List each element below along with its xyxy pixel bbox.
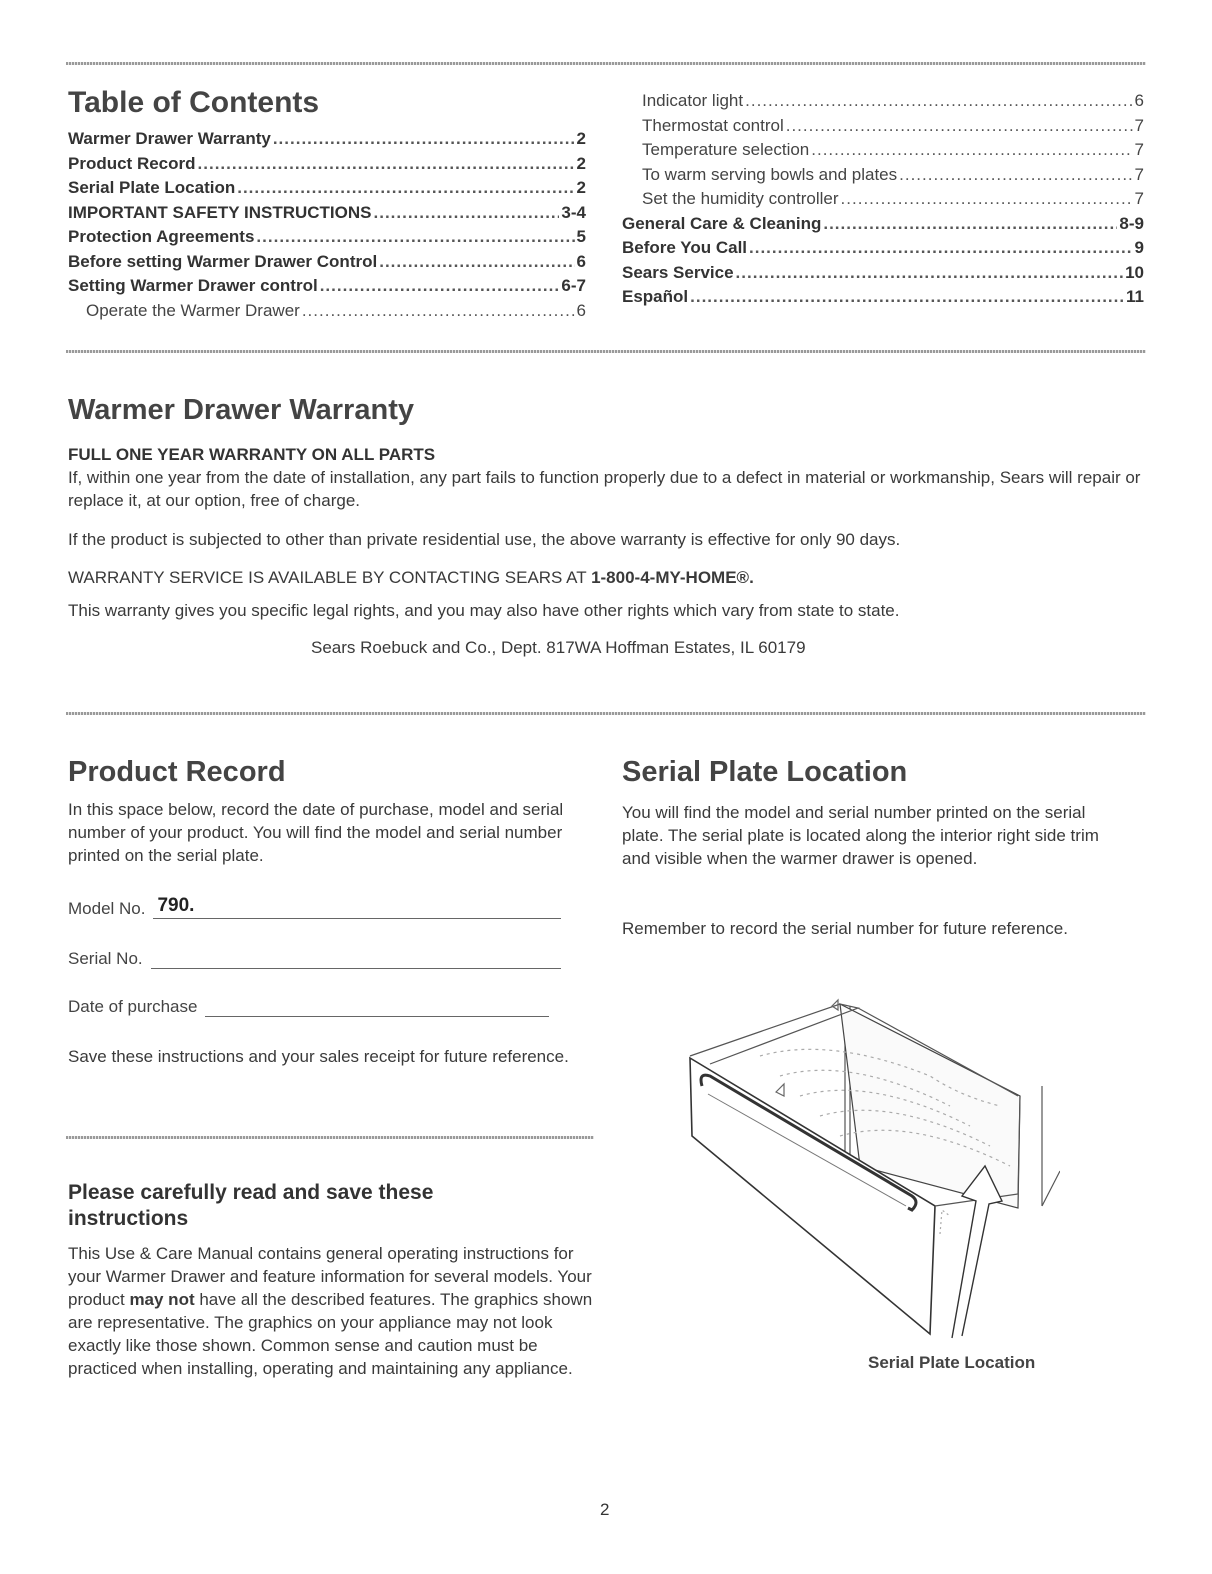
toc-entry-page: 2 (576, 129, 586, 148)
save-receipt-note: Save these instructions and your sales receipt for future reference. (68, 1047, 569, 1066)
toc-entry (622, 212, 1144, 237)
warranty-paragraph-4: This warranty gives you specific legal rights, and you may also have other rights which vary from state to state. (68, 601, 900, 620)
toc-leader-dots (237, 176, 574, 201)
toc-left-column (68, 127, 586, 323)
toc-entry (622, 163, 1144, 188)
toc-entry-page: 7 (1134, 140, 1144, 159)
warranty-paragraph-2: If the product is subjected to other than private residential use, the above warranty is effective for only 90 days. (68, 530, 901, 549)
toc-leader-dots (273, 127, 575, 152)
toc-leader-dots (749, 236, 1133, 261)
warranty-service-text: WARRANTY SERVICE IS AVAILABLE BY CONTACTING SEARS AT (68, 568, 592, 587)
product-record-rule (66, 1136, 594, 1139)
toc-entry-page: 10 (1125, 262, 1144, 282)
warranty-phone: 1-800-4-MY-HOME®. (591, 568, 754, 587)
page-number: 2 (600, 1500, 610, 1519)
toc-entry-page: 5 (576, 227, 586, 246)
toc-entry-page: 7 (1134, 164, 1144, 184)
toc-entry-label: Indicator light (642, 91, 744, 110)
toc-leader-dots (786, 114, 1133, 139)
toc-leader-dots (736, 261, 1124, 286)
warranty-title: Warmer Drawer Warranty (68, 394, 414, 426)
toc-leader-dots (899, 163, 1132, 188)
toc-entry-page: 6 (576, 300, 586, 320)
read-save-text-end: have all the described features. The graphics shown are representative. The graphics on your appliance may not look exactly like those shown. Common sense and caution must be practiced when installing, operating and maintaining any appliance. (68, 1290, 593, 1378)
toc-entry-label: Temperature selection (642, 140, 810, 159)
toc-entry (68, 201, 586, 226)
toc-entry-label: Before setting Warmer Drawer Control (68, 251, 378, 271)
toc-entry-label: Warmer Drawer Warranty (68, 129, 271, 148)
top-rule (66, 62, 1146, 65)
warranty-bottom-rule (66, 712, 1146, 715)
serial-plate-paragraph-2: Remember to record the serial number for future reference. (622, 919, 1068, 938)
model-number-field (68, 895, 561, 919)
toc-leader-dots (379, 250, 574, 275)
serial-number-line (151, 948, 561, 969)
toc-entry-label: Setting Warmer Drawer control (68, 276, 318, 295)
toc-entry (68, 299, 586, 324)
toc-bottom-rule (66, 350, 1146, 353)
toc-entry (68, 250, 586, 275)
serial-plate-title: Serial Plate Location (622, 756, 908, 788)
toc-leader-dots (823, 212, 1117, 237)
read-save-emphasis: may not (129, 1290, 195, 1309)
toc-entry-label: Español (622, 287, 689, 306)
warranty-subtitle: FULL ONE YEAR WARRANTY ON ALL PARTS (68, 445, 436, 464)
serial-number-field (68, 948, 561, 969)
warranty-paragraph-3 (68, 566, 1153, 589)
model-number-value: 790. (157, 895, 195, 916)
toc-entry (68, 176, 586, 201)
toc-entry-label: General Care & Cleaning (622, 213, 822, 233)
toc-leader-dots (841, 187, 1133, 212)
toc-entry-page: 6-7 (561, 276, 586, 295)
toc-entry-page: 2 (576, 178, 586, 197)
toc-entry-page: 11 (1126, 287, 1144, 306)
toc-entry (68, 225, 586, 250)
toc-leader-dots (256, 225, 574, 250)
toc-entry-page: 6 (576, 251, 586, 271)
toc-entry (68, 127, 586, 152)
read-save-text-start: This Use & Care Manual contains general operating instructions for your Warmer Drawer and feature information for several models. Your product (68, 1244, 592, 1309)
toc-entry (68, 274, 586, 299)
serial-plate-paragraph-1: You will find the model and serial number printed on the serial plate. The serial plate is located along the interior right side trim and visible when the warmer drawer is opened. (622, 803, 1099, 868)
toc-entry-label: Serial Plate Location (68, 178, 236, 197)
date-of-purchase-label: Date of purchase (68, 997, 198, 1016)
toc-entry (622, 89, 1144, 114)
read-save-paragraph (68, 1242, 598, 1380)
toc-entry-page: 7 (1134, 189, 1144, 208)
toc-entry-page: 9 (1134, 238, 1144, 257)
toc-entry (622, 114, 1144, 139)
toc-entry (622, 236, 1144, 261)
toc-right-column (622, 89, 1144, 310)
toc-entry-label: Operate the Warmer Drawer (86, 300, 300, 320)
toc-leader-dots (302, 299, 575, 324)
toc-leader-dots (811, 138, 1132, 163)
toc-leader-dots (198, 152, 575, 177)
serial-number-label: Serial No. (68, 949, 143, 968)
warranty-paragraph-1: If, within one year from the date of installation, any part fails to function properly due to a defect in material or workmanship, Sears will repair or replace it, at our option, free of charge. (68, 468, 1141, 510)
toc-entry (622, 261, 1144, 286)
toc-entry-label: IMPORTANT SAFETY INSTRUCTIONS (68, 202, 372, 222)
toc-entry-label: Before You Call (622, 238, 748, 257)
toc-entry-label: Sears Service (622, 262, 734, 282)
toc-leader-dots (374, 201, 560, 226)
toc-entry-label: Protection Agreements (68, 227, 255, 246)
toc-leader-dots (690, 285, 1124, 310)
product-record-title: Product Record (68, 756, 286, 788)
warmer-drawer-illustration (680, 996, 1060, 1346)
toc-entry-label: Set the humidity controller (642, 189, 839, 208)
date-of-purchase-line (205, 996, 549, 1017)
toc-entry (622, 138, 1144, 163)
toc-entry-page: 7 (1134, 115, 1144, 135)
toc-entry-page: 2 (576, 153, 586, 173)
read-save-title: Please carefully read and save these instructions (68, 1181, 434, 1230)
product-record-intro: In this space below, record the date of purchase, model and serial number of your product. You will find the model and serial number printed on the serial plate. (68, 800, 564, 865)
toc-title: Table of Contents (68, 86, 320, 119)
toc-entry (622, 187, 1144, 212)
toc-entry (622, 285, 1144, 310)
toc-entry-label: Product Record (68, 153, 196, 173)
toc-entry-label: Thermostat control (642, 115, 784, 135)
toc-entry-page: 3-4 (561, 202, 586, 222)
serial-plate-caption: Serial Plate Location (868, 1353, 1036, 1372)
model-number-label: Model No. (68, 899, 146, 918)
model-number-line (153, 895, 561, 919)
toc-entry-page: 6 (1134, 91, 1144, 110)
warranty-address: Sears Roebuck and Co., Dept. 817WA Hoffman Estates, IL 60179 (311, 638, 806, 657)
toc-leader-dots (320, 274, 560, 299)
toc-entry (68, 152, 586, 177)
toc-entry-page: 8-9 (1119, 213, 1144, 233)
date-of-purchase-field (68, 996, 549, 1017)
toc-leader-dots (745, 89, 1132, 114)
toc-entry-label: To warm serving bowls and plates (642, 164, 898, 184)
